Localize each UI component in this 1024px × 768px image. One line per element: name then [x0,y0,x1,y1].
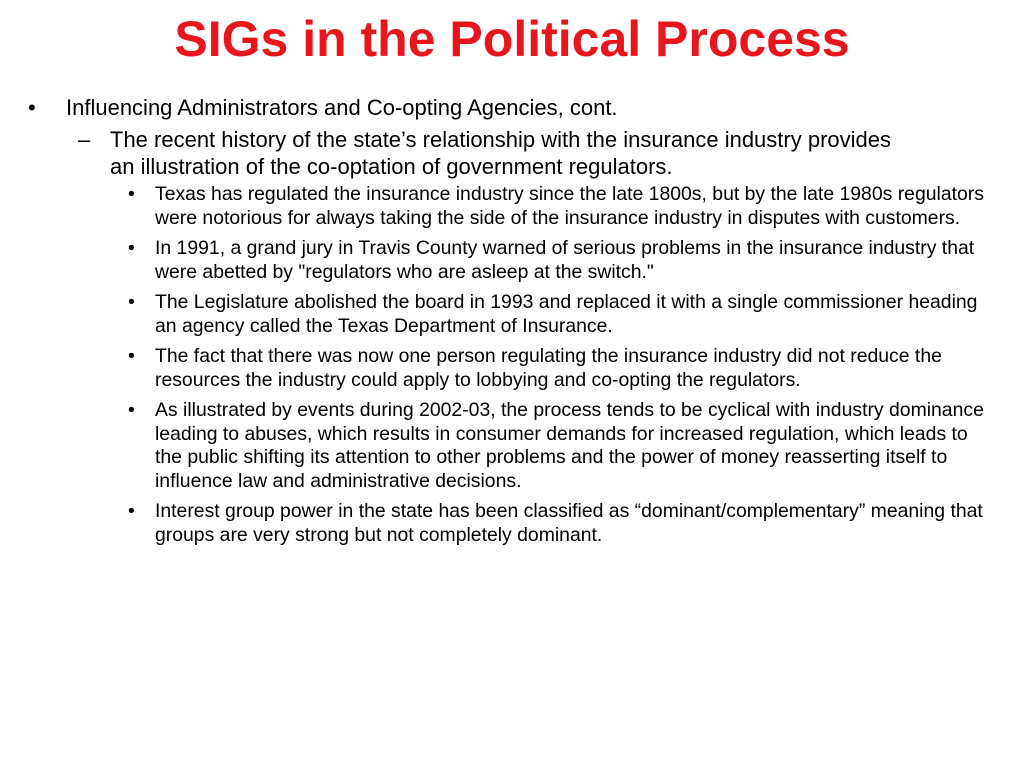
bullet-marker: • [128,500,135,522]
sub-bullet [0,126,910,180]
slide-content [0,95,1024,554]
list-item-text: The fact that there was now one person regulating the insurance industry did not reduce the resources the industry could apply to lobbying and co-opting the regulators. [155,345,942,391]
dash-marker: – [78,127,91,152]
list-item [0,345,985,392]
bullet-marker: • [128,291,135,313]
list-item [0,399,985,493]
list-item-text: Interest group power in the state has been classified as “dominant/complementary” meaning that groups are very strong but not completely dominant. [155,500,983,546]
bullet-marker: • [128,345,135,367]
list-item [0,500,985,547]
bullet-marker: • [128,399,135,421]
list-item-text: The Legislature abolished the board in 1993 and replaced it with a single commissioner heading an agency called the Texas Department of Insurance. [155,291,978,337]
detail-list [0,183,1024,547]
sub-bullet-text: The recent history of the state’s relationship with the insurance industry provides an illustration of the co-optation of government regulators. [110,127,891,179]
bullet-marker: • [28,95,36,120]
bullet-marker: • [128,237,135,259]
slide-title: SIGs in the Political Process [174,11,850,67]
list-item-text: Texas has regulated the insurance industry since the late 1800s, but by the late 1980s regulators were notorious for always taking the side of the insurance industry in disputes with customers. [155,183,984,229]
main-bullet [0,95,996,121]
list-item [0,237,985,284]
bullet-marker: • [128,183,135,205]
list-item-text: As illustrated by events during 2002-03, the process tends to be cyclical with industry dominance leading to abuses, which results in consumer demands for increased regulation, which leads to the public shifting its attention to other problems and the power of money reasserting itself to influence law and administrative decisions. [155,399,984,492]
main-bullet-text: Influencing Administrators and Co-opting Agencies, cont. [66,95,618,120]
list-item [0,291,985,338]
list-item-text: In 1991, a grand jury in Travis County warned of serious problems in the insurance industry that were abetted by "regulators who are asleep at the switch." [155,237,975,283]
list-item [0,183,985,230]
